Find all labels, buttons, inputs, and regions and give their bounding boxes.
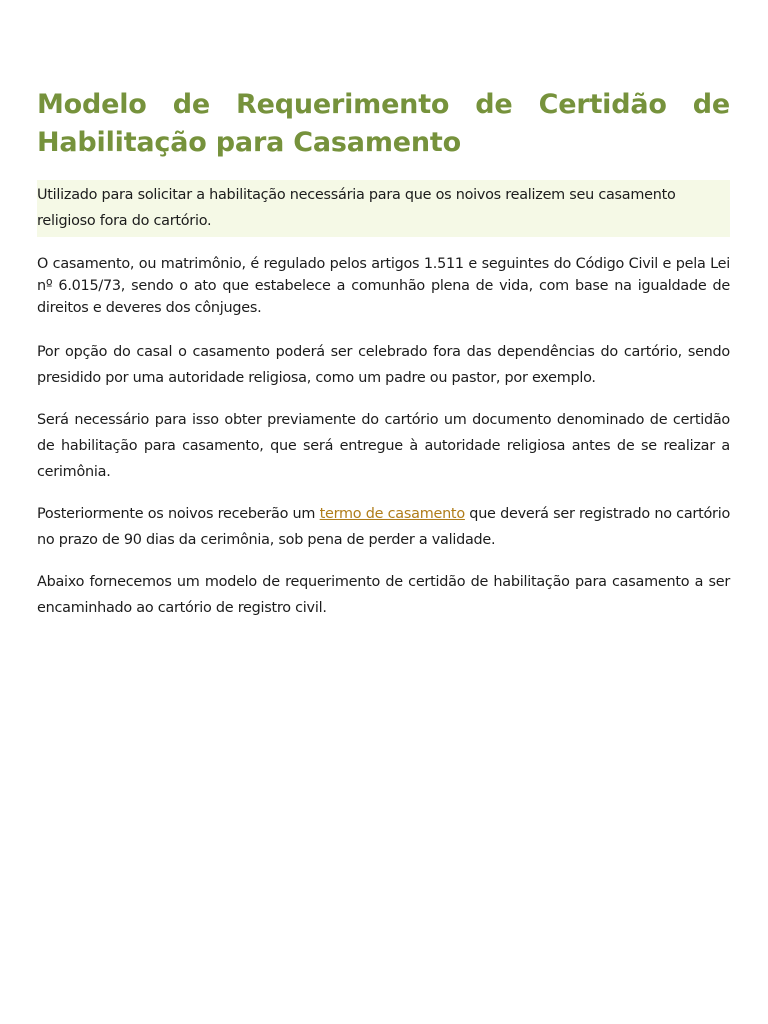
termo-de-casamento-link[interactable]: termo de casamento <box>319 506 465 522</box>
paragraph-5: Abaixo fornecemos um modelo de requerimento de certidão de habilitação para casamento a ser encaminhado ao cartório de registro civil. <box>37 574 730 616</box>
document-page <box>37 86 730 621</box>
document-title: Modelo de Requerimento de Certidão de Habilitação para Casamento <box>37 89 730 158</box>
paragraph-1: O casamento, ou matrimônio, é regulado pelos artigos 1.511 e seguintes do Código Civil e pela Lei nº 6.015/73, sendo o ato que estabelece a comunhão plena de vida, com base na igualdade de direitos e deveres dos cônjuges. <box>37 256 730 316</box>
paragraph-3: Será necessário para isso obter previamente do cartório um documento denominado de certidão de habilitação para casamento, que será entregue à autoridade religiosa antes de se realizar a cerimônia. <box>37 412 730 480</box>
paragraph-4-text-after: que deverá ser registrado no cartório no prazo de 90 dias da cerimônia, sob pena de perder a validade. <box>37 506 730 548</box>
document-summary: Utilizado para solicitar a habilitação necessária para que os noivos realizem seu casamento religioso fora do cartório. <box>37 180 730 237</box>
paragraph-4-text-before: Posteriormente os noivos receberão um <box>37 506 320 522</box>
paragraph-2: Por opção do casal o casamento poderá ser celebrado fora das dependências do cartório, sendo presidido por uma autoridade religiosa, como um padre ou pastor, por exemplo. <box>37 344 730 386</box>
paragraph-4 <box>37 501 730 553</box>
